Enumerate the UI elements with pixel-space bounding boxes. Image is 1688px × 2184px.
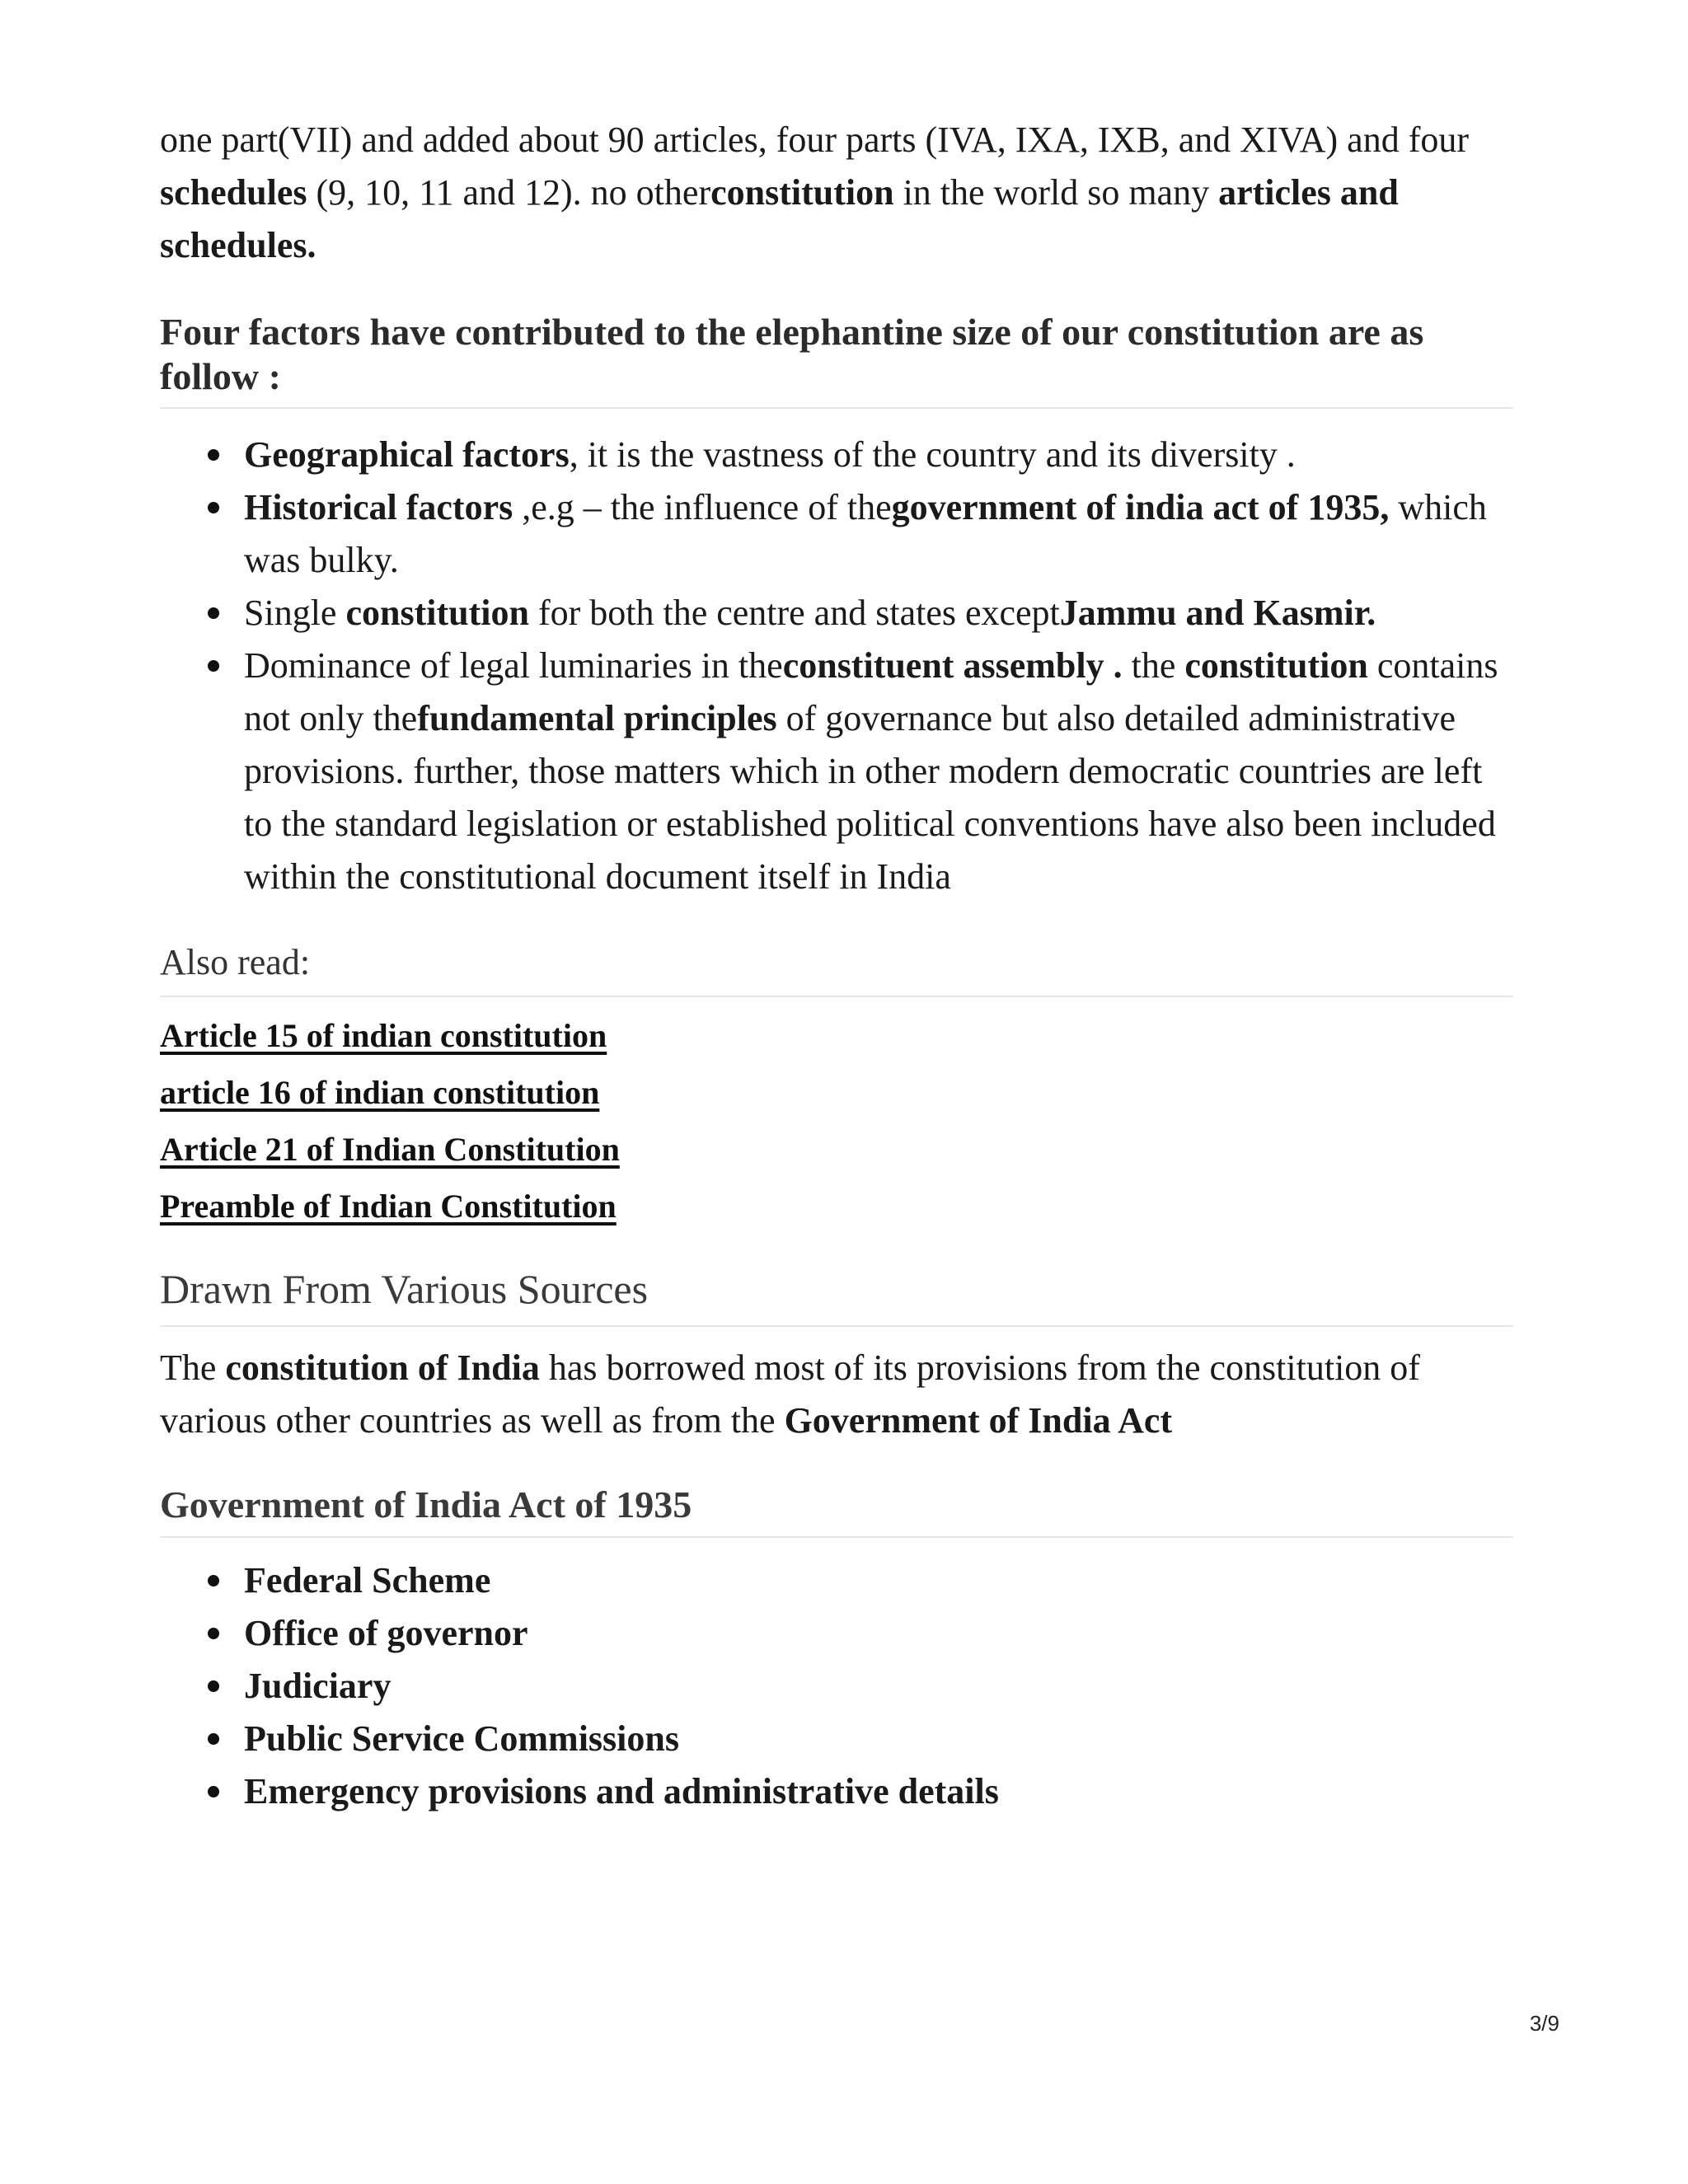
factors-list [160, 429, 1513, 903]
bold-span: fundamental principles [417, 698, 777, 738]
bold-span: articles and schedules. [160, 172, 1399, 265]
sources-heading: Drawn From Various Sources [160, 1264, 1513, 1327]
bold-span: government of india act of 1935, [891, 487, 1390, 527]
goi-act-list [160, 1554, 1513, 1818]
bold-span: Jammu and Kasmir. [1059, 593, 1376, 633]
list-item: Emergency provisions and administrative details [244, 1765, 1513, 1818]
bold-span: constitution [710, 172, 894, 213]
page-number: 3/9 [1529, 2011, 1559, 2036]
bold-span: Geographical factors [244, 434, 570, 475]
list-item [244, 640, 1513, 903]
bold-span: constitution [345, 593, 529, 633]
list-item: Public Service Commissions [244, 1713, 1513, 1765]
related-links [160, 1007, 1513, 1235]
bold-span: schedules [160, 172, 307, 213]
list-item: Office of governor [244, 1607, 1513, 1660]
list-item [244, 481, 1513, 587]
list-item [244, 587, 1513, 640]
text-span: of governance but also detailed administrative provisions. further, those matters which in other modern democratic countries are left to the standard legislation or established political conventions have also been included within the constitutional document itself in India [244, 698, 1496, 897]
article-body [160, 114, 1513, 1818]
text-span: contains not only the [244, 645, 1498, 738]
text-span: ,e.g – the influence of the [513, 487, 892, 527]
text-span: Dominance of legal luminaries in the [244, 645, 783, 686]
factors-heading: Four factors have contributed to the elephantine size of our constitution are as follow : [160, 310, 1513, 409]
text-span: , it is the vastness of the country and its diversity . [569, 434, 1296, 475]
bold-span: constitution of India [225, 1347, 540, 1388]
list-item [244, 429, 1513, 481]
text-span: Single [244, 593, 346, 633]
text-span: one part(VII) and added about 90 articles, four parts (IVA, IXA, IXB, and XIVA) and four [160, 120, 1470, 160]
list-item: Judiciary [244, 1660, 1513, 1713]
sources-paragraph [160, 1342, 1513, 1447]
text-span: has borrowed most of its provisions from the constitution of various other countries as well as from the [160, 1347, 1420, 1441]
link-preamble[interactable]: Preamble of Indian Constitution [160, 1188, 617, 1225]
bold-span: Historical factors [244, 487, 513, 527]
bold-span: constitution [1184, 645, 1368, 686]
link-article-21[interactable]: Article 21 of Indian Constitution [160, 1131, 620, 1168]
link-article-15[interactable]: Article 15 of indian constitution [160, 1017, 607, 1054]
list-item: Federal Scheme [244, 1554, 1513, 1607]
bold-span: constituent assembly . [782, 645, 1123, 686]
text-span: which was bulky. [244, 487, 1487, 580]
intro-paragraph [160, 114, 1513, 272]
text-span: in the world so many [893, 172, 1219, 213]
text-span: (9, 10, 11 and 12). no other [307, 172, 711, 213]
also-read-label: Also read: [160, 938, 1513, 997]
text-span: The [160, 1347, 226, 1388]
text-span: the [1122, 645, 1185, 686]
text-span: for both the centre and states except [528, 593, 1060, 633]
goi-act-heading: Government of India Act of 1935 [160, 1482, 1513, 1538]
bold-span: Government of India Act [784, 1400, 1173, 1441]
link-article-16[interactable]: article 16 of indian constitution [160, 1074, 600, 1111]
